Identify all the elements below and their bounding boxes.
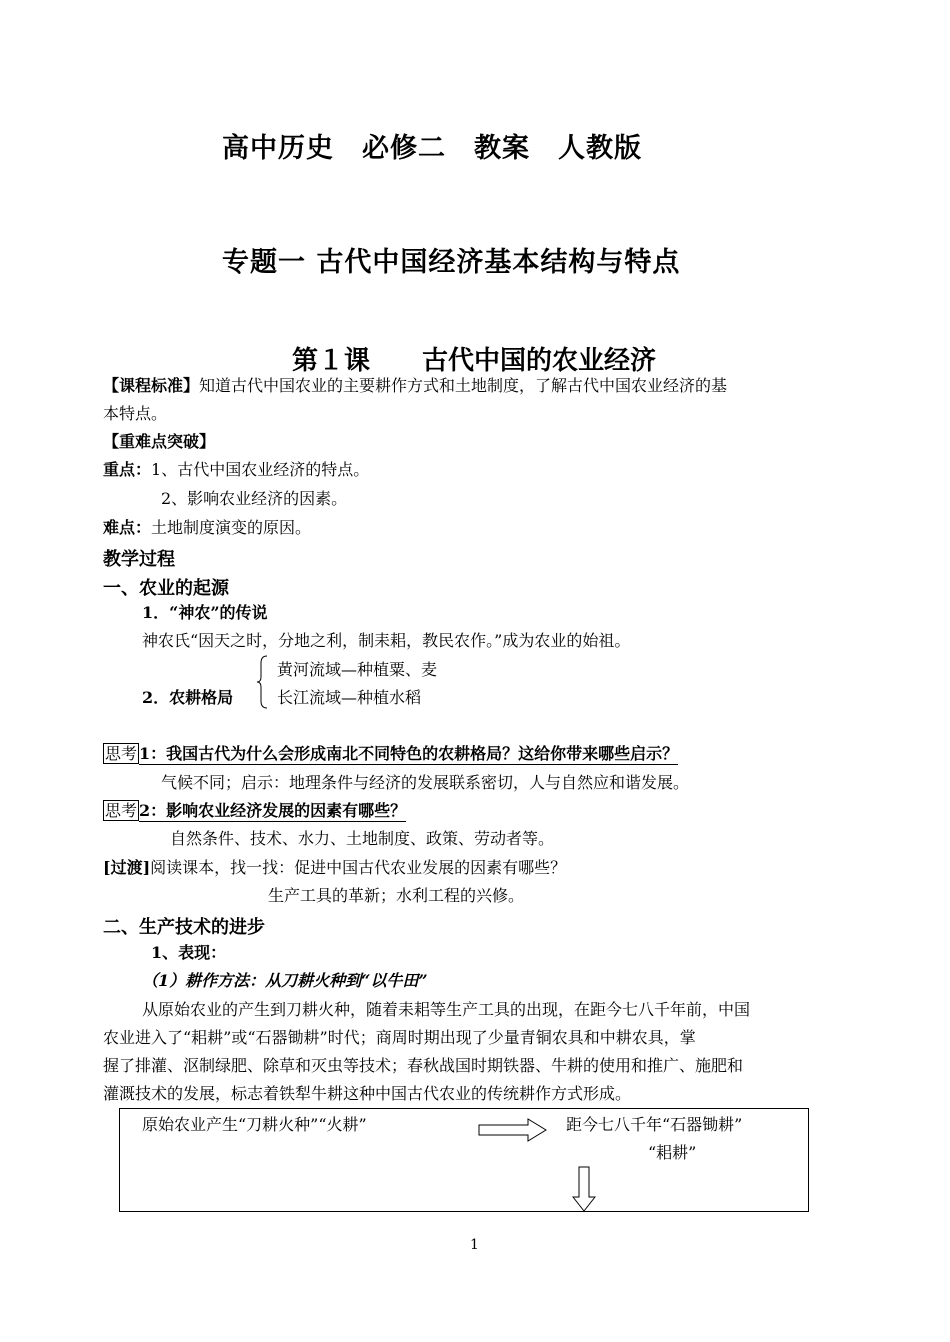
focus-2: 2、影响农业经济的因素。 <box>161 489 348 508</box>
difficulty-label: 难点： <box>103 518 152 537</box>
transition-answer: 生产工具的革新；水利工程的兴修。 <box>268 886 525 905</box>
farming-south: 长江流域—种植水稻 <box>277 688 422 707</box>
think1-line <box>103 744 678 764</box>
think1-label: 思考 <box>105 744 138 763</box>
section1-sub1-text: 神农氏“因天之时，分地之利，制耒耜，教民农作。”成为农业的始祖。 <box>142 631 631 650</box>
section1-sub1: 1．“神农”的传说 <box>142 603 268 622</box>
para-line4: 灌溉技术的发展，标志着铁犁牛耕这种中国古代农业的传统耕作方式形成。 <box>103 1084 632 1103</box>
para-line2: 农业进入了“耜耕”或“石器锄耕”时代；商周时期出现了少量青铜农具和中耕农具，掌 <box>103 1028 696 1047</box>
section1-sub2: 2．农耕格局 <box>142 688 234 707</box>
focus-line1 <box>103 460 369 480</box>
section2-sub1-1: （1）耕作方法：从刀耕火种到“以牛田” <box>142 971 428 990</box>
focus-1: 1、古代中国农业经济的特点。 <box>151 460 370 479</box>
transition-text: 阅读课本，找一找：促进中国古代农业发展的因素有哪些？ <box>150 858 567 877</box>
standard-label: 【课程标准】 <box>103 376 200 395</box>
think2-line <box>103 801 406 821</box>
transition-label: [过渡] <box>103 858 151 877</box>
arrow-right-icon <box>478 1118 548 1142</box>
section2-sub1: 1、表现： <box>151 943 227 962</box>
standard-line1 <box>103 376 727 396</box>
diagram-left: 原始农业产生“刀耕火种”“火耕” <box>142 1115 367 1134</box>
think1-question: 1：我国古代为什么会形成南北不同特色的农耕格局？这给你带来哪些启示？ <box>139 744 679 763</box>
document-title: 高中历史 必修二 教案 人教版 <box>222 133 642 164</box>
key-points-heading: 【重难点突破】 <box>103 432 216 451</box>
difficulty-line <box>103 518 311 538</box>
lesson-title: 第１课 古代中国的农业经济 <box>292 346 657 376</box>
arrow-down-icon <box>572 1166 596 1212</box>
para-line1: 从原始农业的产生到刀耕火种，随着耒耜等生产工具的出现，在距今七八千年前，中国 <box>142 1000 751 1019</box>
process-heading: 教学过程 <box>103 549 175 570</box>
section2-heading: 二、生产技术的进步 <box>103 917 265 938</box>
page-number: 1 <box>470 1237 479 1253</box>
section1-heading: 一、农业的起源 <box>103 578 229 599</box>
para-line3: 握了排灌、沤制绿肥、除草和灭虫等技术；春秋战国时期铁器、牛耕的使用和推广、施肥和 <box>103 1056 744 1075</box>
focus-label: 重点： <box>103 460 152 479</box>
standard-text-2: 本特点。 <box>103 404 168 423</box>
farming-north: 黄河流域—种植粟、麦 <box>277 660 438 679</box>
topic-title: 专题一 古代中国经济基本结构与特点 <box>222 247 681 278</box>
transition-line <box>103 858 566 878</box>
think2-question: 2：影响农业经济发展的因素有哪些？ <box>139 801 407 820</box>
diagram-right: 距今七八千年“石器锄耕” <box>566 1115 743 1134</box>
diagram-right2: “耜耕” <box>648 1143 697 1162</box>
think2-label: 思考 <box>105 801 138 820</box>
standard-text-1: 知道古代中国农业的主要耕作方式和土地制度，了解古代中国农业经济的基 <box>199 376 728 395</box>
difficulty-text: 土地制度演变的原因。 <box>151 518 312 537</box>
think1-answer: 气候不同；启示：地理条件与经济的发展联系密切，人与自然应和谐发展。 <box>161 773 690 792</box>
brace-icon <box>256 655 268 709</box>
think2-answer: 自然条件、技术、水力、土地制度、政策、劳动者等。 <box>170 829 555 848</box>
